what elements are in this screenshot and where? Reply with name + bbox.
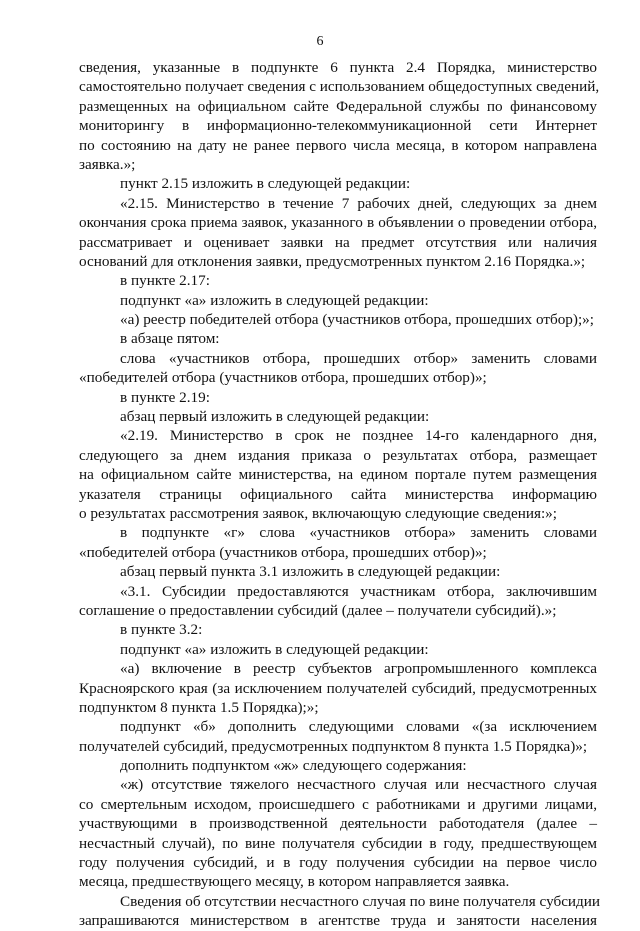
text-line: на официальном сайте министерства, на едином портале путем размещения [79, 466, 597, 484]
text-line: дополнить подпунктом «ж» следующего содержания: [120, 757, 467, 775]
text-line: сведения, указанные в подпункте 6 пункта 2.4 Порядка, министерство [79, 59, 597, 76]
text-line: размещенных на официальном сайте Федеральной службы по финансовому [79, 97, 597, 115]
body-text [79, 58, 601, 931]
text-line: участвующими в производственной деятельности работодателя (далее – [79, 815, 597, 833]
text-line: Красноярского края (за исключением получателей субсидий, предусмотренных [79, 679, 597, 697]
text-line: пункт 2.15 изложить в следующей редакции: [120, 175, 411, 193]
text-line: в подпункте «г» слова «участников отбора» заменить словами [120, 524, 597, 542]
text-line: абзац первый пункта 3.1 изложить в следующей редакции: [120, 563, 501, 581]
text-line: «2.19. Министерство в срок не позднее 14-го календарного дня, [120, 427, 597, 445]
text-line: мониторингу в информационно-телекоммуникационной сети Интернет [79, 117, 597, 135]
text-line: подпунктом 8 пункта 1.5 Порядка);»; [79, 698, 319, 716]
text-line: в пункте 3.2: [120, 621, 203, 639]
text-line: «3.1. Субсидии предоставляются участникам отбора, заключившим [120, 582, 597, 600]
text-line: получателей субсидий, предусмотренных подпунктом 8 пункта 1.5 Порядка)»; [79, 737, 588, 755]
text-line: подпункт «а» изложить в следующей редакции: [120, 640, 429, 658]
text-line: подпункт «б» дополнить следующими словами «(за исключением [120, 718, 597, 736]
text-line: «победителей отбора (участников отбора, прошедших отбор)»; [79, 543, 487, 561]
text-line: указателя страницы официального сайта министерства информацию [79, 485, 597, 503]
text-line: в пункте 2.19: [120, 388, 210, 406]
text-line: в пункте 2.17: [120, 272, 210, 290]
text-line: слова «участников отбора, прошедших отбор» заменить словами [120, 349, 597, 367]
text-line: абзац первый изложить в следующей редакции: [120, 408, 430, 426]
text-line: Сведения об отсутствии несчастного случая по вине получателя субсидии [120, 892, 601, 910]
text-line: следующего за днем издания приказа о результатах отбора, размещает [79, 446, 597, 464]
text-line: месяца, предшествующего месяцу, в котором направляется заявка. [79, 873, 510, 891]
text-line: подпункт «а» изложить в следующей редакции: [120, 291, 429, 309]
text-line: соглашение о предоставлении субсидий (далее – получатели субсидий).»; [79, 601, 557, 619]
text-line: «а) включение в реестр субъектов агропромышленного комплекса [120, 660, 597, 678]
text-line: «а) реестр победителей отбора (участников отбора, прошедших отбор);»; [120, 311, 594, 329]
text-line: со смертельным исходом, происшедшего с работниками и другими лицами, [79, 795, 597, 813]
text-line: заявка.»; [79, 155, 136, 173]
text-line: году получения субсидий, и в году получения субсидии на первое число [79, 854, 597, 872]
text-line: о результатах рассмотрения заявок, включающую следующие сведения:»; [79, 504, 557, 522]
text-line: «ж) отсутствие тяжелого несчастного случая или несчастного случая [120, 776, 597, 794]
text-line: оснований для отклонения заявки, предусмотренных пунктом 2.16 Порядка.»; [79, 252, 586, 270]
text-line: в абзаце пятом: [120, 330, 220, 348]
text-line: самостоятельно получает сведения с использованием общедоступных сведений, [79, 78, 600, 96]
text-line: «победителей отбора (участников отбора, прошедших отбор)»; [79, 369, 487, 387]
text-line: по состоянию на дату не ранее первого числа месяца, в котором направлена [79, 136, 597, 154]
text-line: рассматривает и оценивает заявки на предмет отсутствия или наличия [79, 233, 597, 251]
page-number: 6 [316, 34, 324, 49]
text-line: «2.15. Министерство в течение 7 рабочих дней, следующих за днем [120, 194, 597, 212]
text-line: запрашиваются министерством в агентстве труда и занятости населения [79, 912, 597, 930]
text-line: окончания срока приема заявок, указанного в объявлении о проведении отбора, [79, 214, 597, 232]
text-line: несчастный случай), по вине получателя субсидии в году, предшествующем [79, 834, 597, 852]
